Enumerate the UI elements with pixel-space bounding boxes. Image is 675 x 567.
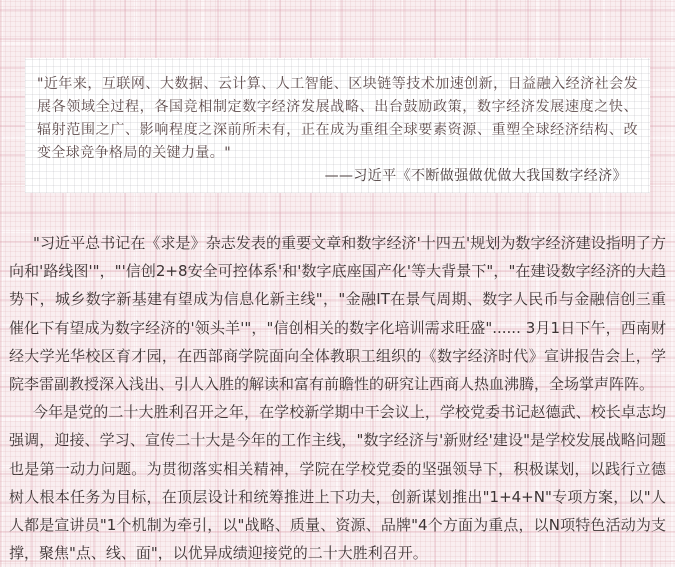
article-paragraph-1: "习近平总书记在《求是》杂志发表的重要文章和数字经济'十四五'规划为数字经济建设指明了方向和'路线图'"，"'信创2+8安全可控体系'和'数字底座国产化'等大背景下"，"在建设数字经济的大趋势下，城乡数字新基建有望成为信息化新主线"，"金融IT在景气周期、数字人民币与金融信创三重催化下有望成为数字经济的'领头羊'"，"信创相关的数字化培训需求旺盛"...... 3月1日下午，西南财经大学光华校区育才园，在西部商学院面向全体教职工组织的《数字经济时代》宣讲报告会上，学院李雷副教授深入浅出、引人入胜的解读和富有前瞻性的研究让西商人热血沸腾，全场掌声阵阵。 <box>9 234 666 394</box>
article-body <box>9 229 666 567</box>
quote-attribution: ——习近平《不断做强做优做大我国数字经济》 <box>324 168 627 184</box>
quote-card <box>25 58 650 193</box>
article-paragraph-2: 今年是党的二十大胜利召开之年，在学校新学期中干会议上，学校党委书记赵德武、校长卓志均强调，迎接、学习、宣传二十大是今年的工作主线，"数字经济与'新财经'建设"是学校发展战略问题也是第一动力问题。为贯彻落实相关精神，学院在学校党委的坚强领导下，积极谋划，以践行立德树人根本任务为目标，在顶层设计和统筹推进上下功夫，创新谋划推出"1+4+N"专项方案，以"人人都是宣讲员"1个机制为牵引，以"战略、质量、资源、品牌"4个方面为重点，以N项特色活动为支撑，聚焦"点、线、面"，以优异成绩迎接党的二十大胜利召开。 <box>9 403 666 563</box>
quote-text: "近年来，互联网、大数据、云计算、人工智能、区块链等技术加速创新，日益融入经济社会发展各领域全过程，各国竞相制定数字经济发展战略、出台鼓励政策，数字经济发展速度之快、辐射范围之广、影响程度之深前所未有，正在成为重组全球要素资源、重塑全球经济结构、改变全球竞争格局的关键力量。" <box>37 76 638 161</box>
